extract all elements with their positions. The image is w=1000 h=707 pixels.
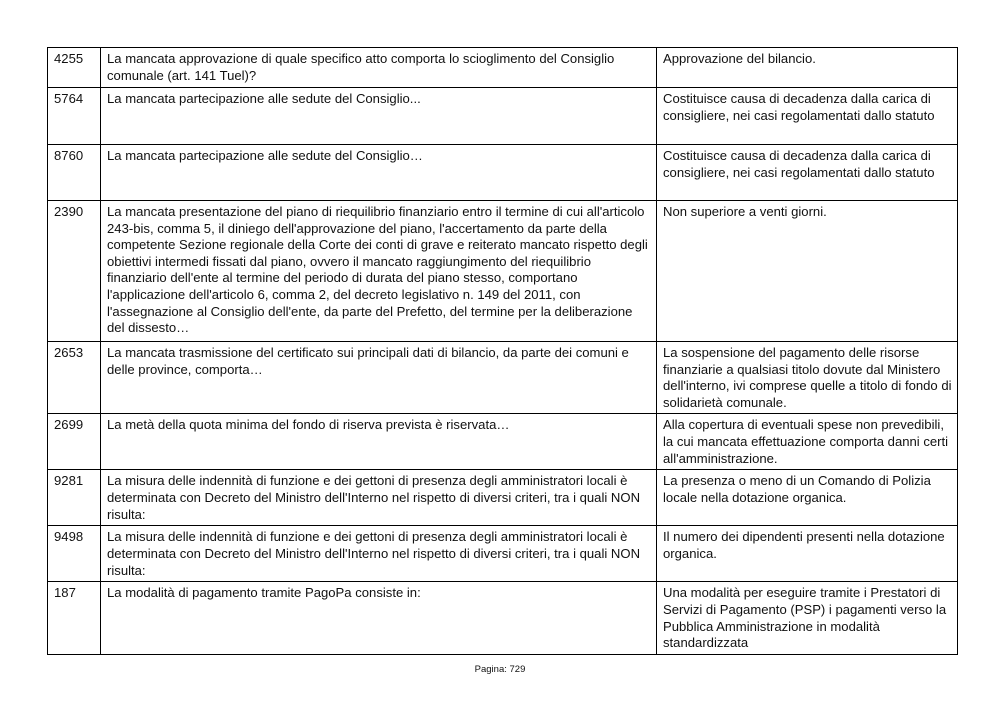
table-row — [48, 582, 958, 655]
question-id: 9281 — [48, 470, 101, 526]
answer-text: La sospensione del pagamento delle risorse finanziarie a qualsiasi titolo dovute dal Ministero dell'interno, ivi comprese quelle a titolo di fondo di solidarietà comunale. — [657, 342, 958, 414]
table-row — [48, 88, 958, 145]
question-text: La mancata approvazione di quale specifico atto comporta lo scioglimento del Consiglio comunale (art. 141 Tuel)? — [101, 48, 657, 88]
table-row — [48, 48, 958, 88]
question-text: La modalità di pagamento tramite PagoPa consiste in: — [101, 582, 657, 655]
question-text: La mancata partecipazione alle sedute del Consiglio... — [101, 88, 657, 145]
questions-table — [47, 47, 958, 655]
answer-text: Non superiore a venti giorni. — [657, 201, 958, 342]
table-row — [48, 526, 958, 582]
question-text: La mancata trasmissione del certificato sui principali dati di bilancio, da parte dei comuni e delle province, comporta… — [101, 342, 657, 414]
question-id: 2653 — [48, 342, 101, 414]
table-row — [48, 201, 958, 342]
page-number: Pagina: 729 — [474, 664, 526, 675]
question-text: La misura delle indennità di funzione e dei gettoni di presenza degli amministratori locali è determinata con Decreto del Ministro dell'Interno nel rispetto di diversi criteri, tra i quali NON risulta: — [101, 526, 657, 582]
question-text: La misura delle indennità di funzione e dei gettoni di presenza degli amministratori locali è determinata con Decreto del Ministro dell'Interno nel rispetto di diversi criteri, tra i quali NON risulta: — [101, 470, 657, 526]
question-id: 8760 — [48, 145, 101, 201]
question-id: 9498 — [48, 526, 101, 582]
question-id: 5764 — [48, 88, 101, 145]
question-id: 2699 — [48, 414, 101, 470]
table-row — [48, 470, 958, 526]
table-row — [48, 342, 958, 414]
question-id: 4255 — [48, 48, 101, 88]
answer-text: Alla copertura di eventuali spese non prevedibili, la cui mancata effettuazione comporta danni certi all'amministrazione. — [657, 414, 958, 470]
answer-text: Una modalità per eseguire tramite i Prestatori di Servizi di Pagamento (PSP) i pagamenti verso la Pubblica Amministrazione in modalità standardizzata — [657, 582, 958, 655]
question-id: 2390 — [48, 201, 101, 342]
answer-text: Costituisce causa di decadenza dalla carica di consigliere, nei casi regolamentati dallo statuto — [657, 145, 958, 201]
answer-text: Approvazione del bilancio. — [657, 48, 958, 88]
question-text: La mancata presentazione del piano di riequilibrio finanziario entro il termine di cui all'articolo 243-bis, comma 5, il diniego dell'approvazione del piano, l'accertamento da parte della competente Sezione regionale della Corte dei conti di grave e reiterato mancato rispetto degli obiettivi intermedi fissati dal piano, ovvero il mancato raggiungimento del riequilibrio finanziario dell'ente al termine del periodo di durata del piano stesso, comportano l'applicazione dell'articolo 6, comma 2, del decreto legislativo n. 149 del 2011, con l'assegnazione al Consiglio dell'ente, da parte del Prefetto, del termine per la deliberazione del dissesto… — [101, 201, 657, 342]
table-row — [48, 414, 958, 470]
question-text: La metà della quota minima del fondo di riserva prevista è riservata… — [101, 414, 657, 470]
question-text: La mancata partecipazione alle sedute del Consiglio… — [101, 145, 657, 201]
question-id: 187 — [48, 582, 101, 655]
answer-text: La presenza o meno di un Comando di Polizia locale nella dotazione organica. — [657, 470, 958, 526]
answer-text: Il numero dei dipendenti presenti nella dotazione organica. — [657, 526, 958, 582]
table-row — [48, 145, 958, 201]
answer-text: Costituisce causa di decadenza dalla carica di consigliere, nei casi regolamentati dallo statuto — [657, 88, 958, 145]
